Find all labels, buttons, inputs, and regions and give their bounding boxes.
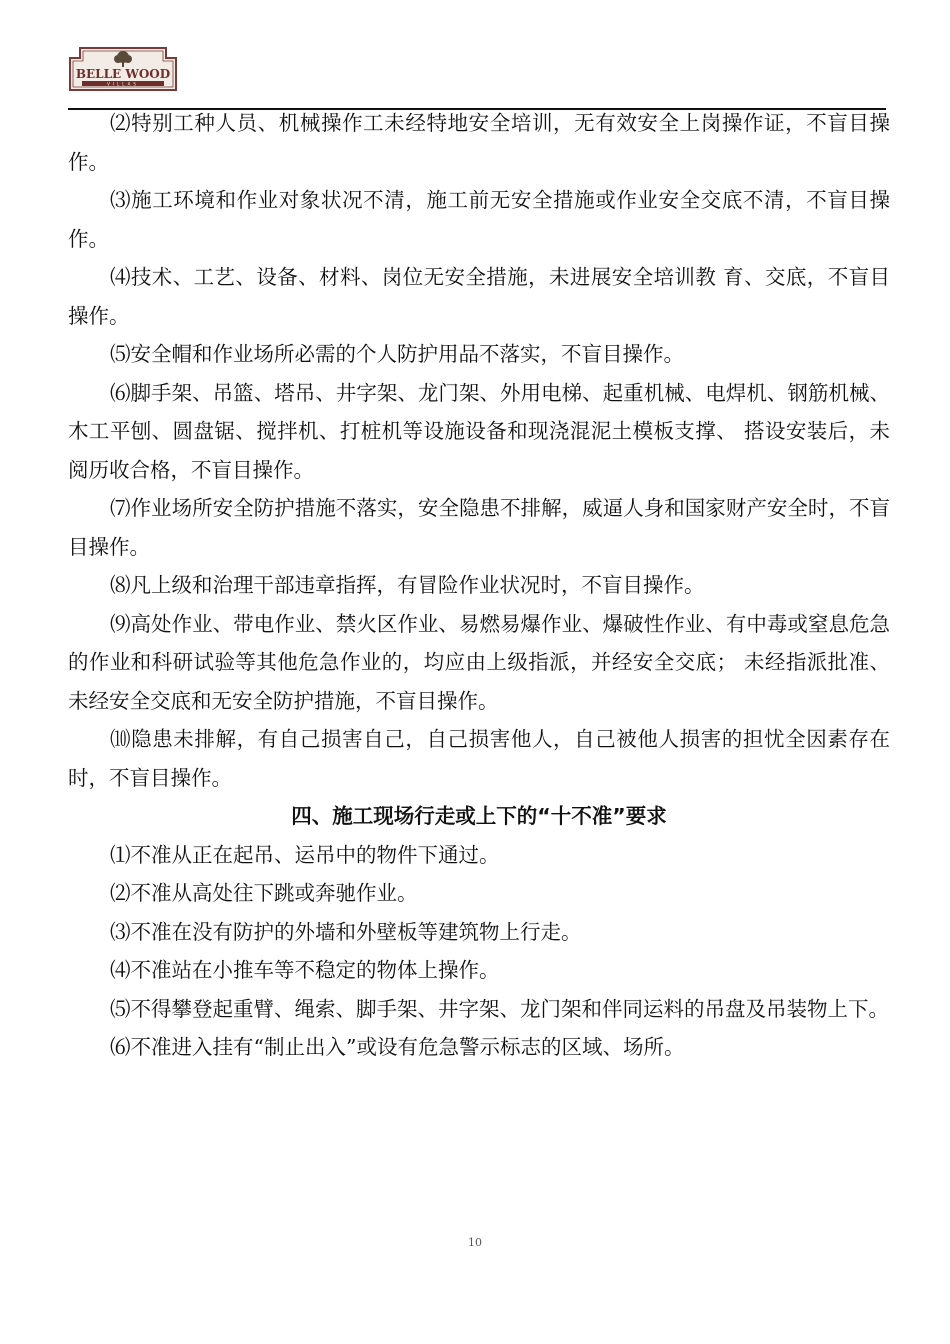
item-2: ⑵特别工种人员、机械操作工未经特地安全培训，无有效安全上岗操作证，不盲目操作。 <box>68 111 890 174</box>
item-10: ⑽隐患未排解，有自己损害自己，自己损害他人，自己被他人损害的担忧全因素存在时，不盲目操作。 <box>68 727 890 790</box>
rule-3: ⑶不准在没有防护的外墙和外壁板等建筑物上行走。 <box>110 919 582 944</box>
item-6: ⑹脚手架、吊篮、塔吊、井字架、龙门架、外用电梯、起重机械、电焊机、钢筋机械、木工平刨、圆盘锯、搅拌机、打桩机等设施设备和现浇混泥土模板支撑、 搭设安装后，未阅历收合格，不盲目操作。 <box>68 380 890 482</box>
logo-subtext: VILLAS <box>107 81 139 87</box>
rule-5: ⑸不得攀登起重臂、绳索、脚手架、井字架、龙门架和伴同运料的吊盘及吊装物上下。 <box>110 996 889 1021</box>
item-5: ⑸安全帽和作业场所必需的个人防护用品不落实，不盲目操作。 <box>110 342 684 366</box>
item-8: ⑻凡上级和治理干部违章指挥，有冒险作业状况时，不盲目操作。 <box>110 573 705 597</box>
section-heading: 四、施工现场行走或上下的“十不准”要求 <box>291 804 667 828</box>
logo-text: BELLE WOOD <box>75 67 171 81</box>
item-9: ⑼高处作业、带电作业、禁火区作业、易燃易爆作业、爆破性作业、有中毒或窒息危急的作业和科研试验等其他危急作业的，均应由上级指派，并经安全交底； 未经指派批准、未经安全交底和无安全防护措施，不盲目操作。 <box>68 611 890 713</box>
item-3: ⑶施工环境和作业对象状况不清，施工前无安全措施或作业安全交底不清，不盲目操作。 <box>68 188 890 251</box>
item-4: ⑷技术、工艺、设备、材料、岗位无安全措施，未进展安全培训教 育、交底，不盲目操作。 <box>68 265 890 328</box>
belle-wood-logo <box>68 44 178 92</box>
item-7: ⑺作业场所安全防护措施不落实，安全隐患不排解，威逼人身和国家财产安全时，不盲目操作。 <box>68 496 890 559</box>
rule-6: ⑹不准进入挂有“制止出入”或设有危急警示标志的区域、场所。 <box>110 1035 685 1059</box>
document-body <box>68 104 890 1067</box>
rule-1: ⑴不准从正在起吊、运吊中的物件下通过。 <box>110 842 500 867</box>
page-number: 10 <box>468 1236 482 1249</box>
rule-2: ⑵不准从高处往下跳或奔驰作业。 <box>110 881 418 905</box>
rule-4: ⑷不准站在小推车等不稳定的物体上操作。 <box>110 958 500 982</box>
